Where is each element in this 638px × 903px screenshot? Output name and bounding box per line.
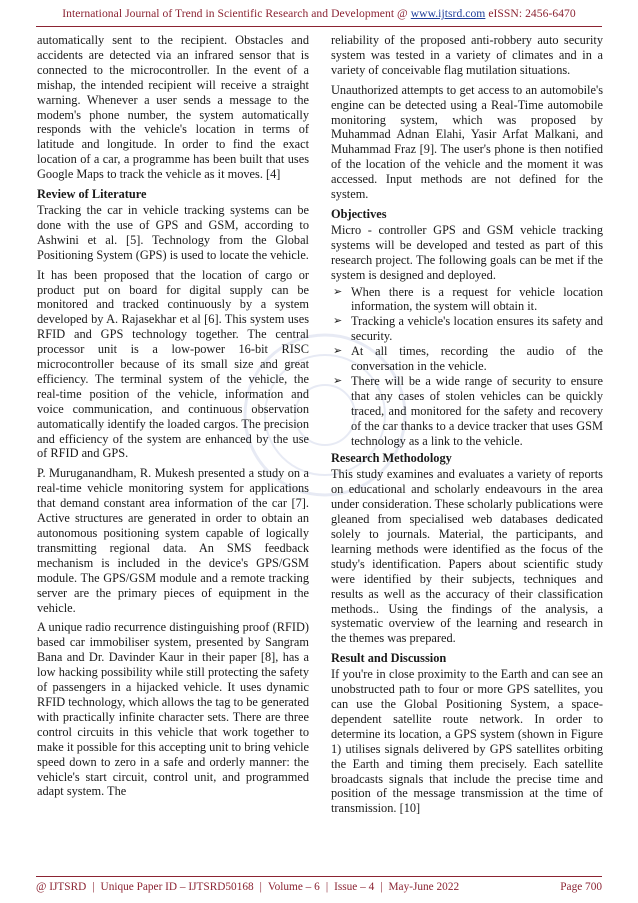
paragraph: reliability of the proposed anti-robbery auto security system was tested in a variety of climates and in a variety of conceivable flag mutilation situations.	[331, 33, 603, 77]
arrow-bullet-icon: ➢	[333, 285, 343, 298]
right-column	[331, 33, 603, 821]
paragraph: automatically sent to the recipient. Obstacles and accidents are detected via an infrared sensor that is connected to the microcontroller. In the event of a mishap, the intended recipient will receive a straight warning. Whenever a user sends a message to the modem's phone number, the system automatically responds with the vehicle's location in terms of latitude and longitude. In order to find the exact location of a car, a programme has been built that uses Google Maps to track the vehicle as it moves. [4]	[37, 33, 309, 182]
list-item: ➢ When there is a request for vehicle location information, the system will obtain it.	[333, 284, 603, 314]
header-journal-title: International Journal of Trend in Scientific Research and Development @	[62, 7, 411, 20]
footer-journal: @ IJTSRD	[36, 881, 87, 893]
arrow-bullet-icon: ➢	[333, 374, 343, 387]
footer-divider	[36, 876, 602, 877]
footer-page-number: Page 700	[560, 881, 602, 893]
paragraph: It has been proposed that the location of cargo or product put on board for digital supply can be monitored and tracked continuously by a system developed by A. Rajasekhar et al [6]. This system uses RFID and GPS technology together. The central processor unit is a low-power 16-bit RISC microcontroller because of its small size and great efficiency. The terminal system of the vehicle, the real-time position of the vehicle, information and voice communication, and continuous observation automatically identify the loaded cargos. The precision and efficiency of the system are enhanced by the use of RFID and GPS.	[37, 267, 309, 461]
list-item: ➢ At all times, recording the audio of the conversation in the vehicle.	[333, 344, 603, 374]
arrow-bullet-icon: ➢	[333, 315, 343, 328]
header-divider	[36, 26, 602, 27]
list-item: ➢ Tracking a vehicle's location ensures its safety and security.	[333, 314, 603, 344]
footer-date: May-June 2022	[388, 881, 460, 893]
section-heading-review: Review of Literature	[37, 187, 147, 202]
journal-url-link[interactable]: www.ijtsrd.com	[410, 7, 486, 20]
section-heading-methodology: Research Methodology	[331, 451, 452, 466]
arrow-bullet-icon: ➢	[333, 345, 343, 358]
section-heading-objectives: Objectives	[331, 206, 387, 221]
left-column	[37, 33, 309, 804]
section-heading-results: Result and Discussion	[331, 651, 447, 666]
paragraph: Unauthorized attempts to get access to an automobile's engine can be detected using a Real-Time automobile monitoring system, which was proposed by Muhammad Adnan Elahi, Yasir Arfat Malkani, and Muhammad Fraz [9]. The user's phone is then notified of the location of the vehicle and the moment it was accessed. Input methods are not defined for the system.	[331, 82, 603, 202]
paragraph: If you're in close proximity to the Earth and can see an unobstructed path to four or more GPS satellites, you can use the Global Positioning System, a space-dependent satellite route network. In order to determine its location, a GPS system (shown in Figure 1) utilises signals delivered by GPS satellites orbiting the Earth and timing them precisely. Each satellite broadcasts signals that include the precise time and position of the message transmission at the time of transmission. [10]	[331, 667, 603, 816]
header-issn: eISSN: 2456-6470	[485, 7, 576, 20]
paragraph: Tracking the car in vehicle tracking systems can be done with the use of GPS and GSM, according to Ashwini et al. [5]. Technology from the Global Positioning System (GPS) is used to locate the vehicle.	[37, 202, 309, 262]
paragraph: A unique radio recurrence distinguishing proof (RFID) based car immobiliser system, presented by Sangram Bana and Dr. Davinder Kaur in their paper [8], has a low hacking possibility while still protecting the safety of passengers in a hijacked vehicle. It uses dynamic RFID technology, which allows the tag to be generated with practically infinite character sets. There are three control circuits in this vehicle that work together to make it possible for this accepting unit to bring vehicle speed down to zero in a safe and orderly manner: the vehicle's start circuit, control unit, and programmed adapt system. The	[37, 620, 309, 799]
list-item: ➢ There will be a wide range of security to ensure that any cases of stolen vehicles can be quickly traced, and monitored for the safety and recovery of the car thanks to a device tracker that uses GSM technology as a link to the vehicle.	[333, 373, 603, 448]
paragraph: Micro - controller GPS and GSM vehicle tracking systems will be developed and tested as part of this research project. The following goals can be met if the system is designed and deployed.	[331, 222, 603, 282]
footer-paper-id: Unique Paper ID – IJTSRD50168	[100, 881, 254, 893]
footer-volume: Volume – 6	[267, 881, 320, 893]
footer-issue: Issue – 4	[334, 881, 375, 893]
paragraph: P. Muruganandham, R. Mukesh presented a study on a real-time vehicle monitoring system for applications that demand constant area information of the car [7]. Active structures are generated in order to obtain an autonomous positioning system capable of logically transmitting regional data. An SMS feedback mechanism is included in the device's GPS/GSM module. The GPS/GSM module and a remote tracking server are the primary pieces of equipment in the vehicle.	[37, 466, 309, 615]
objectives-list	[331, 285, 603, 449]
running-footer: @ IJTSRD | Unique Paper ID – IJTSRD50168 | Volume – 6 | Issue – 4 | May-June 2022 Page 700	[36, 881, 602, 893]
paragraph: This study examines and evaluates a variety of reports on educational and scholarly endeavours in the area under consideration. These scholarly publications were gleaned from specialised web databases dedicated solely to journals. Material, the participants, and learning methods were identified as the focus of the study's identification. Papers about scientific study were identified by their subjects, techniques and results as well as the accuracy of their classification methods.. Using the findings of the analysis, a systematic overview of the learning and research in the themes was prepared.	[331, 467, 603, 646]
running-header	[0, 7, 638, 20]
